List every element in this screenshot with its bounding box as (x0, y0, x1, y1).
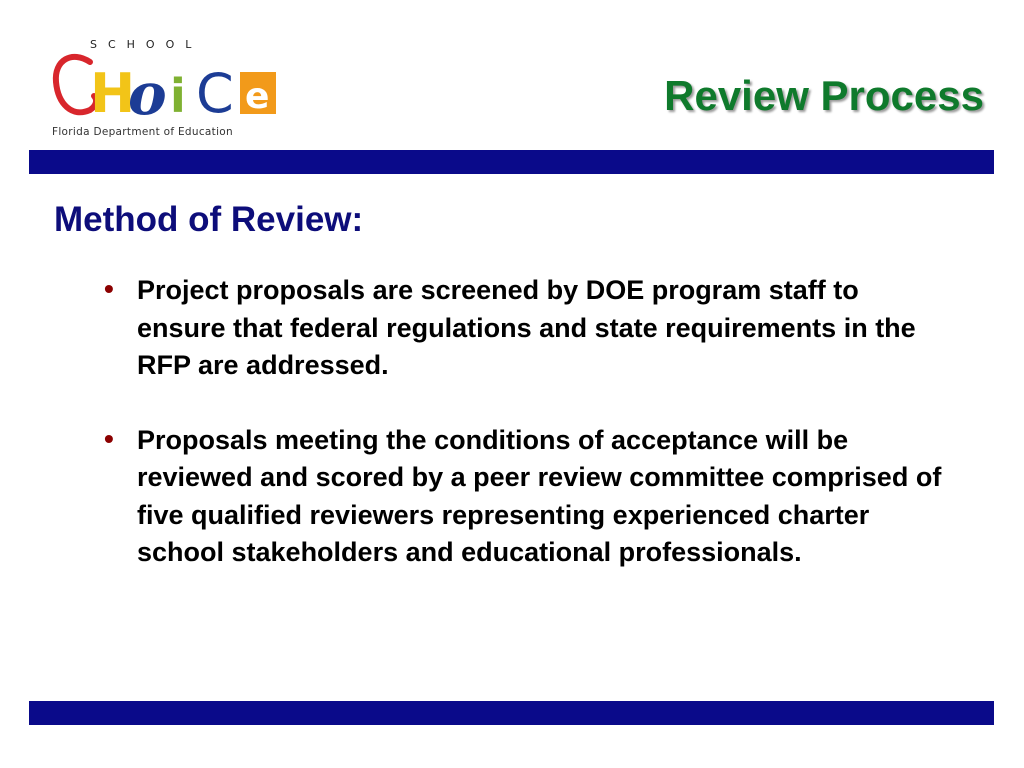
bottom-divider-bar (29, 701, 994, 725)
logo-letter-e: e (245, 76, 270, 117)
bullet-icon: • (104, 273, 114, 304)
bullet-icon: • (104, 422, 114, 454)
bullet-text: Project proposals are screened by DOE program staff to ensure that federal regulations and state requirements in the RFP are addressed. (137, 275, 916, 380)
logo-school-text: SCHOOL (90, 38, 203, 51)
bullet-list (104, 272, 944, 609)
logo-choice-wordmark (50, 48, 290, 126)
bullet-text: Proposals meeting the conditions of acceptance will be reviewed and scored by a peer review committee comprised of five qualified reviewers representing experienced charter school stakeholders and educational professionals. (137, 424, 942, 567)
slide-title: Review Process (664, 72, 984, 119)
logo-org-name: Florida Department of Education (52, 126, 233, 138)
school-choice-logo (50, 34, 290, 144)
section-heading: Method of Review: (54, 200, 364, 239)
logo-letter-c: C (196, 62, 234, 125)
logo-letter-h: H (90, 62, 136, 125)
bullet-item (104, 272, 944, 385)
logo-letter-o: o (128, 60, 167, 126)
logo-letter-i: i (170, 69, 186, 123)
bullet-item (104, 422, 944, 572)
top-divider-bar (29, 150, 994, 174)
